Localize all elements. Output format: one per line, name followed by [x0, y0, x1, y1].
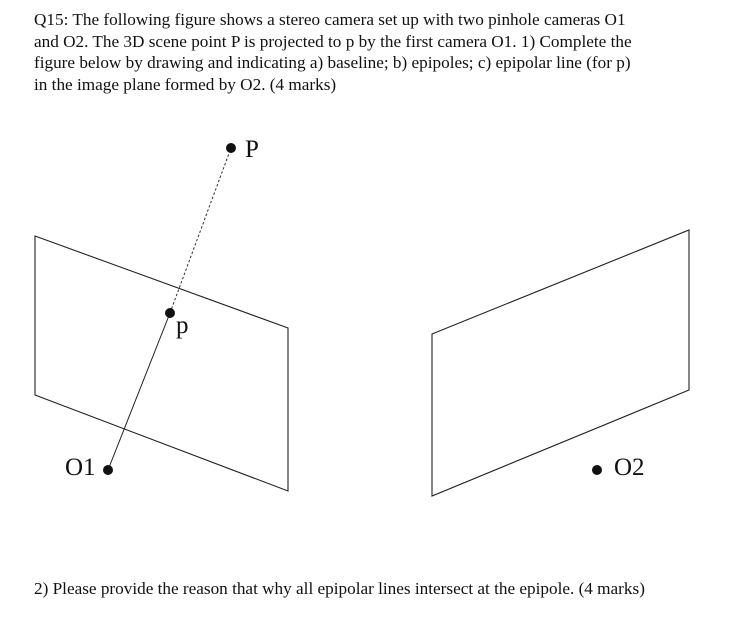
projection-ray-solid [108, 313, 170, 470]
part2-question: 2) Please provide the reason that why all epipolar lines intersect at the epipole. (4 marks) [34, 579, 645, 598]
question-line-2: and O2. The 3D scene point P is projected to p by the first camera O1. 1) Complete the [34, 31, 632, 51]
question-line-4: in the image plane formed by O2. (4 marks) [34, 74, 337, 94]
label-O1: O1 [65, 454, 96, 481]
camera-center-O2 [592, 465, 602, 475]
label-P: P [245, 136, 259, 163]
question-line-3: figure below by drawing and indicating a) baseline; b) epipoles; c) epipolar line (for p) [34, 53, 631, 72]
image-point-p [165, 308, 175, 318]
image-plane-2 [432, 230, 689, 496]
question-line-1: Q15: The following figure shows a stereo camera set up with two pinhole cameras O1 [34, 10, 626, 29]
image-plane-1 [35, 236, 288, 491]
camera-center-O1 [103, 465, 113, 475]
label-p: p [176, 312, 189, 339]
label-O2: O2 [614, 454, 645, 481]
scene-point-P [226, 143, 236, 153]
